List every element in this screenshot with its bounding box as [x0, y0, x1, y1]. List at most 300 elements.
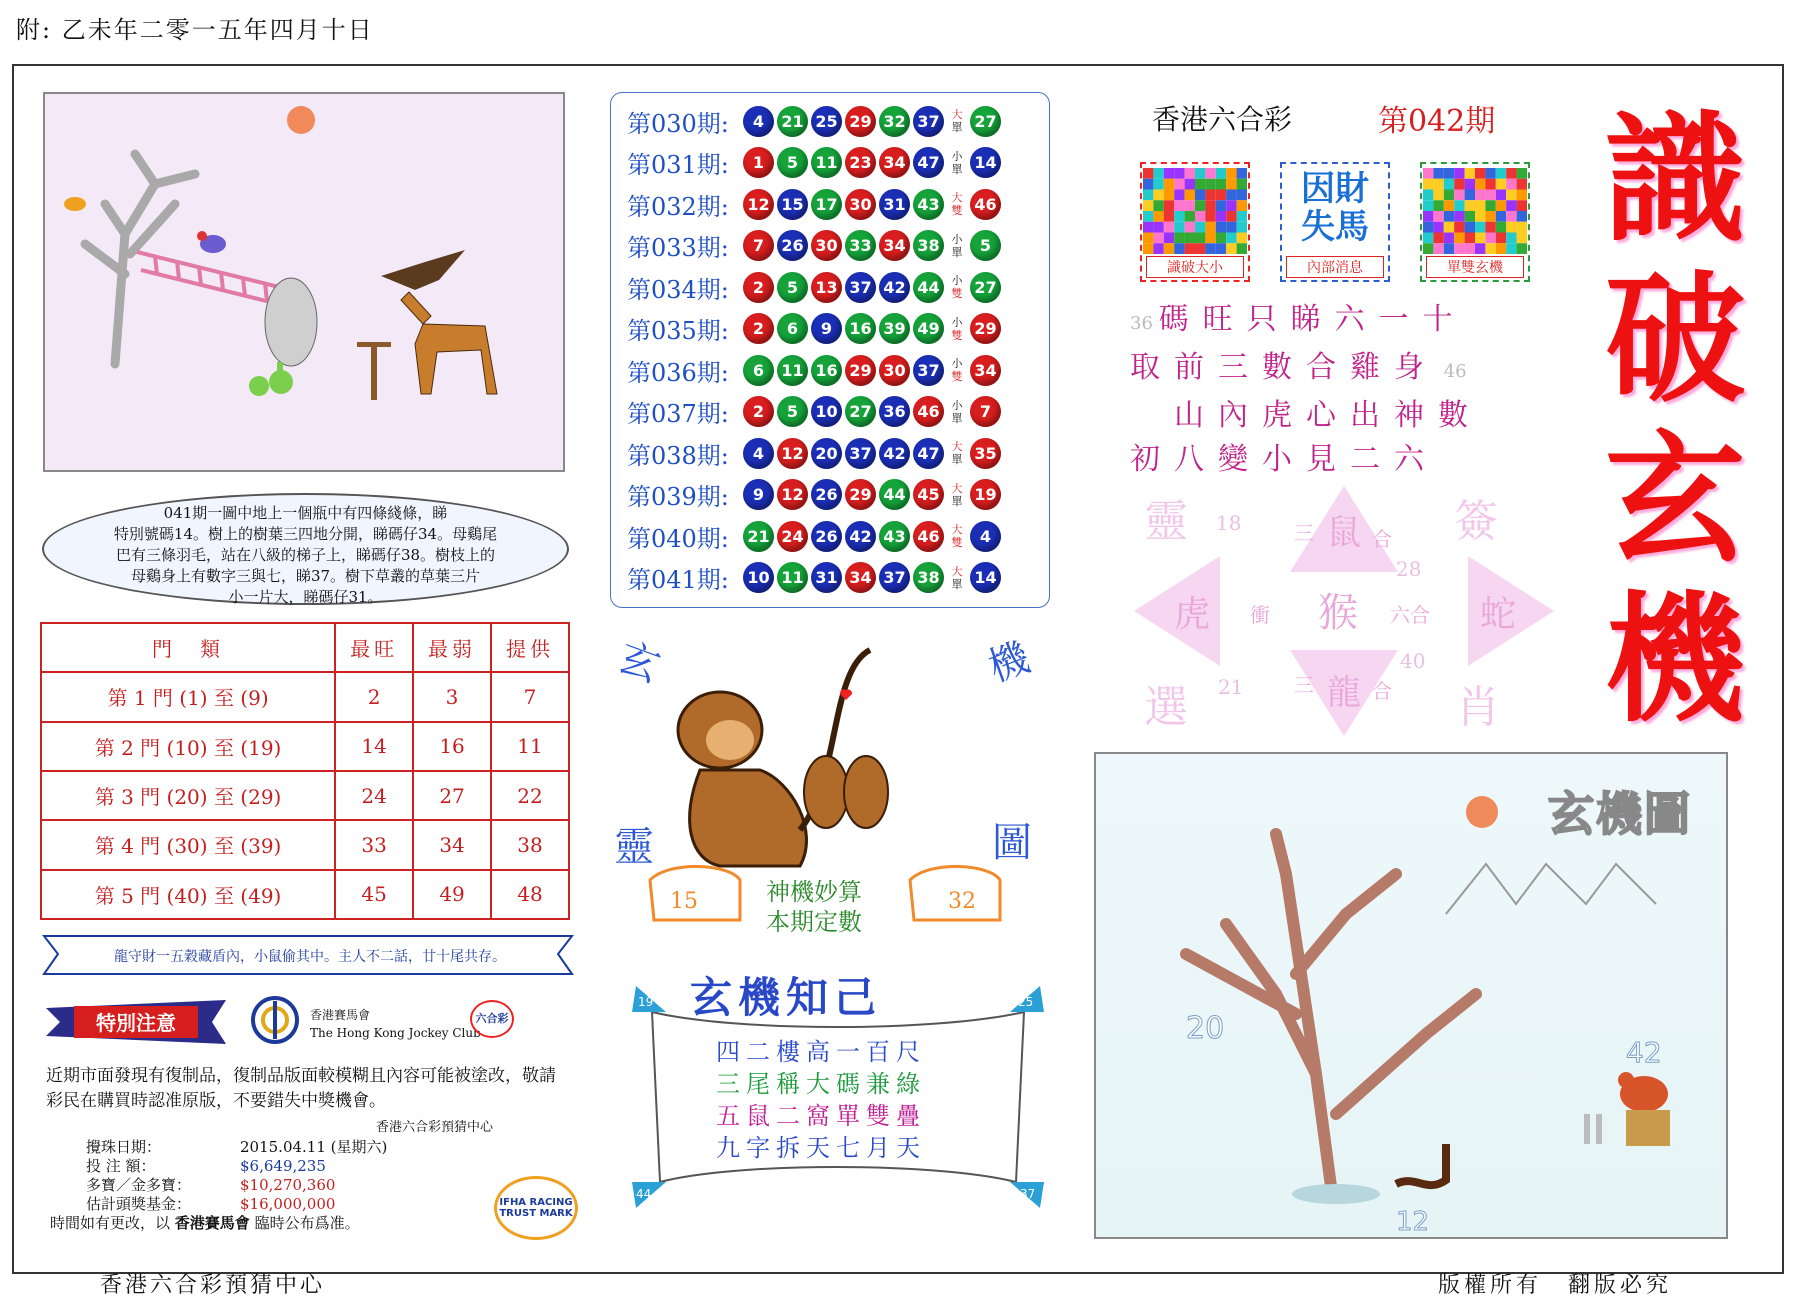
mosaic-cell [1475, 222, 1485, 233]
tree-icon [1186, 834, 1476, 1194]
special-ball: 14 [970, 147, 1001, 178]
mosaic-cell [1195, 211, 1205, 222]
draw-row [627, 352, 1004, 388]
big-title-char: 破 [1604, 258, 1745, 422]
draw-label: 第038期: [627, 441, 729, 470]
size-label: 大 [951, 191, 963, 204]
draw-label: 第036期: [627, 358, 729, 387]
box-label: 單雙玄機 [1426, 256, 1524, 278]
table-header-row [41, 623, 569, 672]
zodiac-hou: 猴 [1318, 590, 1358, 636]
riddle-picture-illustration [45, 94, 563, 470]
banner-text: 龍守財一五穀藏盾內，小鼠偷其中。主人不二話，廿十尾共存。 [114, 949, 506, 965]
door-min: 34 [413, 820, 491, 869]
mosaic-cell [1517, 222, 1527, 233]
table-row [41, 820, 569, 869]
bird-tl-icon [632, 986, 666, 1012]
zodiac-long: 龍 [1327, 673, 1361, 713]
draw-label: 第040期: [627, 524, 729, 553]
ball: 32 [879, 106, 910, 137]
mosaic-cell [1185, 211, 1195, 222]
parity-label: 雙 [951, 370, 963, 383]
mosaic-cell [1444, 200, 1454, 211]
bet-label: 投 注 額： [86, 1157, 156, 1175]
mosaic-cell [1496, 211, 1506, 222]
zodiac-shu: 鼠 [1327, 513, 1361, 553]
note-bold: 香港賽馬會 [174, 1214, 250, 1232]
size-parity [947, 565, 967, 591]
mosaic-cell [1465, 222, 1475, 233]
size-parity [947, 523, 967, 549]
size-parity [947, 482, 967, 508]
ball: 4 [743, 438, 774, 469]
ball: 39 [879, 313, 910, 344]
parity-label: 單 [951, 121, 963, 134]
draw-date-value: 2015.04.11 (星期六) [240, 1138, 388, 1156]
mosaic-cell [1454, 200, 1464, 211]
mosaic-cell [1185, 200, 1195, 211]
door-label: 第 1 門 (1) 至 (9) [41, 672, 335, 721]
door-min: 3 [413, 672, 491, 721]
draw-label: 第035期: [627, 317, 729, 345]
door-min: 16 [413, 722, 491, 771]
mosaic-cell [1496, 200, 1506, 211]
mosaic-cell [1496, 190, 1506, 201]
parity-label: 單 [951, 453, 963, 466]
bird-br-icon [1010, 1182, 1044, 1208]
door-label: 第 2 門 (10) 至 (19) [41, 722, 335, 771]
mosaic-cell [1475, 233, 1485, 244]
ball: 13 [811, 272, 842, 303]
ball: 29 [845, 106, 876, 137]
draw-label: 第030期: [627, 109, 729, 138]
mosaic-box-big-small [1140, 162, 1250, 282]
door-label: 第 3 門 (20) 至 (29) [41, 771, 335, 820]
mosaic-cell [1517, 168, 1527, 179]
ball: 46 [913, 521, 944, 552]
poem-text: 山內虎心出神數 [1130, 398, 1482, 433]
special-ball: 34 [970, 355, 1001, 386]
ball: 6 [777, 313, 808, 344]
size-label: 小 [951, 149, 963, 163]
mosaic-cell [1465, 168, 1475, 179]
mosaic-cell [1153, 243, 1163, 254]
ball: 21 [777, 106, 808, 137]
poem-line [1130, 438, 1482, 482]
mosaic-cell [1216, 211, 1226, 222]
hen-icon [197, 231, 226, 253]
mosaic-cell [1185, 222, 1195, 233]
mosaic-cell [1506, 200, 1516, 211]
mosaic-cell [1195, 233, 1205, 244]
horse-icon [401, 292, 497, 394]
ball: 10 [811, 396, 842, 427]
ball: 47 [913, 147, 944, 178]
mosaic-cell [1153, 168, 1163, 179]
ball: 17 [811, 189, 842, 220]
ball: 11 [777, 562, 808, 593]
mosaic-cell [1423, 168, 1433, 179]
special-ball: 27 [970, 106, 1001, 137]
bird-number: 19 [638, 995, 654, 1009]
mosaic-cell [1153, 190, 1163, 201]
mosaic-cell [1433, 200, 1443, 211]
mosaic-cell [1216, 200, 1226, 211]
mosaic-cell [1444, 233, 1454, 244]
mosaic-cell [1174, 200, 1184, 211]
mosaic-cell [1195, 179, 1205, 190]
size-parity [947, 316, 967, 342]
header-door: 門 類 [41, 623, 335, 672]
pool-value: $10,270,360 [240, 1176, 336, 1194]
big-title-char: 識 [1604, 98, 1745, 262]
bird-tr-icon [1010, 986, 1044, 1012]
zodiac-she: 蛇 [1480, 594, 1517, 635]
corner-xuan: 選 [1144, 682, 1188, 733]
bird-number: 37 [1020, 1187, 1036, 1201]
mosaic-cell [1174, 179, 1184, 190]
mosaic-cell [1423, 200, 1433, 211]
ball: 46 [913, 396, 944, 427]
rooster-icon [1618, 1072, 1670, 1146]
riddle-line: 特別號碼14。樹上的樹葉三四地分開，睇碼仔34。母鷄尾 [113, 525, 498, 543]
poem-line [1130, 346, 1482, 394]
ball: 10 [743, 562, 774, 593]
mosaic-cell [1433, 190, 1443, 201]
mosaic-cell [1164, 179, 1174, 190]
ball: 27 [845, 396, 876, 427]
mosaic-cell [1485, 233, 1495, 244]
mosaic-cell [1506, 233, 1516, 244]
mosaic-cell [1174, 211, 1184, 222]
mosaic-cell [1423, 222, 1433, 233]
bird-bl-icon [632, 1182, 666, 1208]
mosaic-cell [1496, 168, 1506, 179]
ball: 9 [743, 479, 774, 510]
special-ball: 35 [970, 438, 1001, 469]
special-ball: 14 [970, 562, 1001, 593]
ball: 37 [879, 562, 910, 593]
ball: 7 [743, 230, 774, 261]
special-ball: 27 [970, 272, 1001, 303]
size-label: 小 [951, 232, 963, 246]
special-ball: 19 [970, 479, 1001, 510]
mosaic-cell [1143, 200, 1153, 211]
mosaic-cell [1185, 168, 1195, 179]
issue-number: 第042期 [1378, 104, 1496, 139]
door-max: 24 [335, 771, 413, 820]
notice-badge-text: 特別注意 [96, 1011, 176, 1035]
ball: 2 [743, 313, 774, 344]
mosaic-cell [1465, 211, 1475, 222]
he-label: 合 [1372, 679, 1392, 703]
mosaic-cell [1433, 168, 1443, 179]
poem-text: 初八變小見二六 [1130, 442, 1438, 477]
parity-label: 單 [951, 162, 963, 176]
bare-tree-icon [85, 154, 195, 364]
poem-text: 取前三數合雞身 [1130, 350, 1438, 385]
mosaic-cell [1164, 243, 1174, 254]
ball: 42 [845, 521, 876, 552]
jockey-club-name [310, 1006, 481, 1042]
mosaic-cell [1517, 179, 1527, 190]
ball: 26 [777, 230, 808, 261]
mosaic-cell [1496, 222, 1506, 233]
num-40: 40 [1400, 649, 1426, 673]
door-offer: 7 [491, 672, 569, 721]
mosaic-cell [1517, 211, 1527, 222]
mosaic-cell [1475, 190, 1485, 201]
mosaic-cell [1195, 168, 1205, 179]
poem-line [1130, 298, 1482, 346]
parity-label: 雙 [951, 536, 963, 549]
parity-label: 雙 [951, 204, 963, 217]
special-ball: 46 [970, 189, 1001, 220]
mosaic-cell [1496, 233, 1506, 244]
mosaic-cell [1454, 168, 1464, 179]
riddle-line: 小一片大，睇碼仔31。 [228, 588, 383, 606]
ball: 12 [743, 189, 774, 220]
mosaic-cell [1433, 211, 1443, 222]
mosaic-cell [1423, 179, 1433, 190]
snake-icon [1396, 1144, 1446, 1185]
ball: 47 [913, 438, 944, 469]
poem-line: 五鼠二窩單雙疊 [716, 1102, 926, 1130]
draw-row [627, 186, 1004, 222]
ball: 37 [913, 106, 944, 137]
ball: 36 [879, 396, 910, 427]
mosaic-cell [1143, 243, 1153, 254]
num-28: 28 [1396, 557, 1422, 581]
ox-left-icon [650, 866, 740, 920]
mosaic-cell [1465, 233, 1475, 244]
draw-label: 第033期: [627, 234, 729, 262]
draw-row [627, 269, 1004, 305]
mosaic-pattern-icon [1423, 168, 1527, 254]
mosaic-cell [1485, 168, 1495, 179]
post-icon [357, 342, 391, 400]
right-poem [1130, 298, 1482, 482]
mosaic-cell [1143, 168, 1153, 179]
door-label: 第 5 門 (40) 至 (49) [41, 870, 335, 919]
mosaic-cell [1485, 200, 1495, 211]
draw-row [627, 435, 1004, 471]
notice-center: 香港六合彩預猜中心 [376, 1120, 494, 1135]
mosaic-cell [1205, 233, 1215, 244]
slogan-2: 本期定數 [766, 908, 862, 936]
ball: 30 [845, 189, 876, 220]
mosaic-cell [1185, 190, 1195, 201]
ball: 29 [845, 355, 876, 386]
mosaic-cell [1506, 179, 1516, 190]
mosaic-cell [1454, 222, 1464, 233]
corner-qian: 簽 [1454, 496, 1498, 547]
mosaic-cell [1153, 222, 1163, 233]
mosaic-cell [1237, 168, 1247, 179]
zodiac-hu: 虎 [1174, 594, 1211, 635]
corner-xiao: 肖 [1456, 682, 1500, 733]
parity-label: 雙 [951, 328, 963, 342]
table-row [41, 870, 569, 919]
ball: 16 [845, 313, 876, 344]
mosaic-pattern-icon [1143, 168, 1247, 254]
mosaic-cell [1216, 233, 1226, 244]
notice-badge [46, 1000, 226, 1044]
size-label: 大 [951, 440, 963, 453]
mosaic-cell [1164, 200, 1174, 211]
jockey-club-cn: 香港賽馬會 [310, 1008, 371, 1022]
bottles-icon [249, 362, 293, 396]
size-parity [947, 357, 967, 383]
mosaic-cell [1444, 190, 1454, 201]
door-offer: 22 [491, 771, 569, 820]
mosaic-cell [1195, 222, 1205, 233]
mosaic-cell [1216, 168, 1226, 179]
draw-row [627, 145, 1004, 181]
parity-label: 單 [951, 245, 963, 259]
mosaic-cell [1185, 243, 1195, 254]
mosaic-cell [1143, 211, 1153, 222]
jockey-club-logo-icon [250, 995, 300, 1045]
mosaic-cell [1164, 233, 1174, 244]
mosaic-cell [1517, 243, 1527, 254]
first-prize-label: 估計頭獎基金： [86, 1195, 192, 1213]
ball: 11 [777, 355, 808, 386]
draw-info [50, 1138, 388, 1233]
mosaic-cell [1237, 211, 1247, 222]
ball: 5 [777, 396, 808, 427]
candles-icon [1584, 1114, 1602, 1144]
size-parity [947, 274, 967, 300]
mosaic-cell [1444, 168, 1454, 179]
size-parity [947, 150, 967, 176]
door-min: 49 [413, 870, 491, 919]
draw-label: 第031期: [627, 151, 729, 179]
mosaic-cell [1237, 190, 1247, 201]
box-label: 內部消息 [1286, 256, 1384, 278]
mosaic-cell [1205, 168, 1215, 179]
mosaic-cell [1164, 190, 1174, 201]
size-label: 小 [951, 357, 963, 370]
ball: 37 [913, 355, 944, 386]
door-max: 14 [335, 722, 413, 771]
ifha-logo-icon: IFHA RACING TRUST MARK [494, 1176, 578, 1240]
ball: 1 [743, 147, 774, 178]
ball: 37 [845, 438, 876, 469]
ball: 29 [845, 479, 876, 510]
middle-poem [716, 1036, 926, 1164]
mosaic-cell [1185, 179, 1195, 190]
mosaic-cell [1153, 233, 1163, 244]
mosaic-cell [1485, 179, 1495, 190]
mosaic-cell [1454, 243, 1464, 254]
mosaic-cell [1174, 222, 1184, 233]
size-label: 大 [951, 108, 963, 121]
bird-number: 25 [1018, 995, 1034, 1009]
mosaic-cell [1143, 233, 1153, 244]
corner-tu: 圖 [992, 820, 1032, 866]
header-min: 最弱 [413, 623, 491, 672]
bet-value: $6,649,235 [240, 1157, 326, 1175]
draw-row [627, 518, 1004, 554]
mosaic-cell [1454, 211, 1464, 222]
size-label: 小 [951, 274, 963, 287]
pond-icon [1292, 1184, 1380, 1204]
ball: 49 [913, 313, 944, 344]
size-label: 小 [951, 398, 963, 412]
mosaic-cell [1496, 179, 1506, 190]
monkey-icon [678, 650, 870, 866]
mosaic-cell [1454, 179, 1464, 190]
ball: 34 [879, 230, 910, 261]
ox-right-number: 32 [948, 889, 976, 914]
table-row [41, 672, 569, 721]
parity-label: 單 [951, 577, 963, 591]
big-title-char: 玄 [1604, 418, 1745, 582]
mosaic-cell [1153, 211, 1163, 222]
special-ball: 4 [970, 521, 1001, 552]
riddle-picture [43, 92, 565, 472]
zodiac-compass [1134, 486, 1554, 736]
riddle-line: 巴有三條羽毛，站在八級的梯子上，睇碼仔38。樹枝上的 [115, 546, 496, 564]
ox-left-number: 15 [670, 889, 698, 914]
eagle-icon [381, 250, 465, 290]
num-18: 18 [1216, 511, 1242, 535]
ball: 33 [845, 230, 876, 261]
ball: 6 [743, 355, 774, 386]
draw-label: 第039期: [627, 483, 729, 511]
mice-icon [804, 689, 888, 828]
mosaic-cell [1205, 179, 1215, 190]
mosaic-cell [1226, 211, 1236, 222]
notice-text: 近期市面發現有復制品，復制品版面較模糊且內容可能被塗改，敬請彩民在購買時認准原版，不要錯失中獎機會。 [46, 1066, 556, 1111]
mountains-icon [1446, 864, 1656, 914]
mark6-logo: 六合彩 [470, 1000, 514, 1038]
ball: 34 [845, 562, 876, 593]
mosaic-cell [1465, 190, 1475, 201]
mosaic-cell [1506, 222, 1516, 233]
poem-line: 九字拆天七月天 [716, 1134, 926, 1162]
ball: 11 [811, 147, 842, 178]
ball: 34 [879, 147, 910, 178]
riddle-line: 041期一圖中地上一個瓶中有四條綫條，睇 [163, 504, 448, 522]
jockey-club-en: The Hong Kong Jockey Club [310, 1026, 481, 1040]
mosaic-cell [1143, 179, 1153, 190]
mosaic-cell [1444, 211, 1454, 222]
mosaic-cell [1226, 200, 1236, 211]
mosaic-cell [1143, 222, 1153, 233]
mosaic-cell [1454, 233, 1464, 244]
special-ball: 7 [970, 396, 1001, 427]
header-offer: 提供 [491, 623, 569, 672]
door-max: 45 [335, 870, 413, 919]
parity-label: 雙 [951, 287, 963, 300]
mosaic-cell [1433, 233, 1443, 244]
rock-icon [265, 278, 317, 366]
mosaic-cell [1143, 190, 1153, 201]
mosaic-cell [1423, 190, 1433, 201]
mosaic-cell [1237, 222, 1247, 233]
mosaic-cell [1205, 200, 1215, 211]
mosaic-cell [1485, 222, 1495, 233]
ball: 24 [777, 521, 808, 552]
mosaic-cell [1237, 200, 1247, 211]
mosaic-cell [1185, 233, 1195, 244]
door-table [40, 622, 570, 920]
size-parity [947, 108, 967, 134]
door-offer: 38 [491, 820, 569, 869]
poem-num: 36 [1130, 313, 1159, 334]
